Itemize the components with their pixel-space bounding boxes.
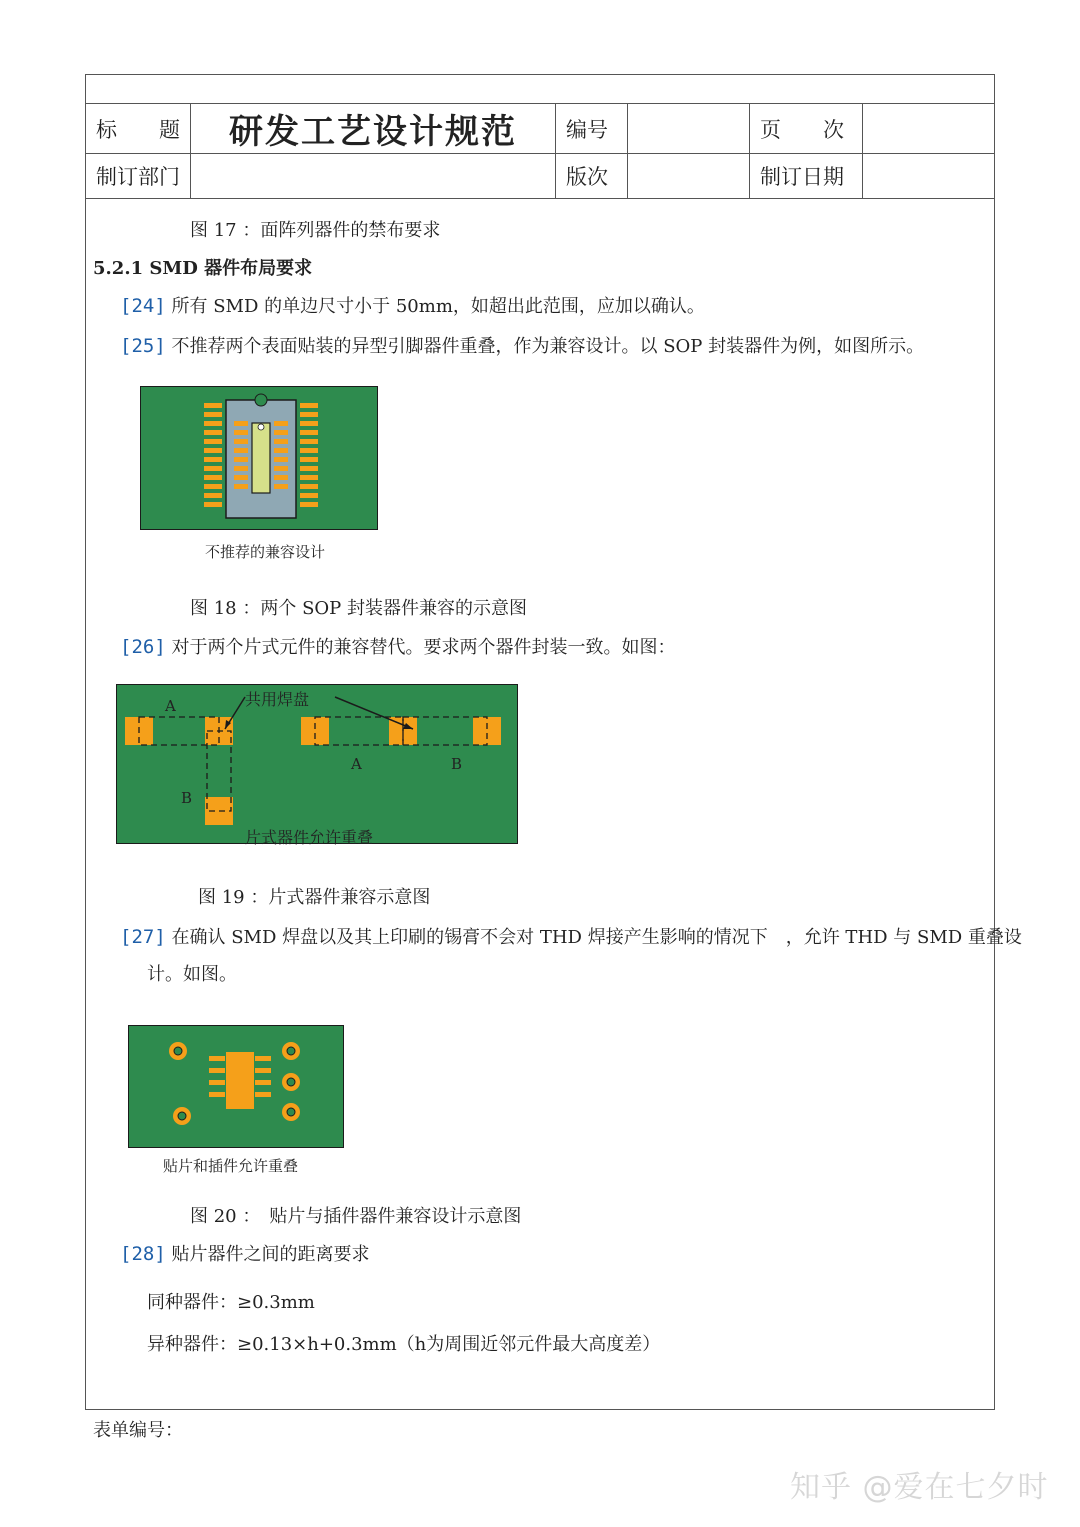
item-25 <box>120 332 924 358</box>
fig19-caption: 图 19 ：片式器件兼容示意图 <box>198 887 431 908</box>
item-27-text-line1: 在确认 SMD 焊盘以及其上印刷的锡膏不会对 THD 焊接产生影响的情况下 ，允许 THD 与 SMD 重叠设 <box>171 927 1022 948</box>
fig20-caption: 图 20 ： 贴片与插件器件兼容设计示意图 <box>190 1206 522 1227</box>
fig20-pcb <box>128 1025 344 1148</box>
fig19-label-a-left: A <box>165 697 176 715</box>
fig17-caption: 图 17 ：面阵列器件的禁布要求 <box>190 220 441 241</box>
fig20-smd-thd-drawing <box>129 1026 342 1146</box>
fig18-pcb <box>140 386 378 530</box>
item-28-text: 贴片器件之间的距离要求 <box>171 1244 370 1265</box>
page-label: 页 次 <box>750 104 863 154</box>
fig18-sop-drawing <box>141 387 376 528</box>
dept-label: 制订部门 <box>86 154 191 199</box>
diff-type-spacing: 异种器件：≥0.13×h+0.3mm（h为周围近邻元件最大高度差） <box>147 1334 661 1355</box>
number-value <box>628 104 750 154</box>
fig19-inner-caption: 片式器件允许重叠 <box>245 828 374 847</box>
section-title: 5.2.1 SMD 器件布局要求 <box>93 258 313 279</box>
fig19-shared-pad-label: 共用焊盘 <box>245 690 310 709</box>
title-label: 标 题 <box>86 104 191 154</box>
header-table <box>85 103 995 199</box>
item-27-number: [27] <box>120 926 166 948</box>
fig19-label-a-right: A <box>351 755 362 773</box>
same-type-spacing: 同种器件：≥0.3mm <box>147 1292 315 1313</box>
item-25-text: 不推荐两个表面贴装的异型引脚器件重叠，作为兼容设计。以 SOP 封装器件为例，如图所示。 <box>171 336 925 357</box>
item-27-text-line2: 计。如图。 <box>147 964 237 985</box>
fig18-caption: 图 18 ：两个 SOP 封装器件兼容的示意图 <box>190 598 527 619</box>
dept-value <box>191 154 556 199</box>
item-26-number: [26] <box>120 636 166 658</box>
version-label: 版次 <box>556 154 628 199</box>
date-label: 制订日期 <box>750 154 863 199</box>
fig19-label-b-right: B <box>451 755 463 773</box>
item-24 <box>120 292 705 318</box>
item-26-text: 对于两个片式元件的兼容替代。要求两个器件封装一致。如图： <box>171 637 676 658</box>
fig20-inner-caption: 贴片和插件允许重叠 <box>163 1157 299 1175</box>
fig18-inner-caption: 不推荐的兼容设计 <box>205 543 326 561</box>
fig19-label-b-left: B <box>181 789 193 807</box>
item-24-number: [24] <box>120 295 166 317</box>
item-28-number: [28] <box>120 1243 166 1265</box>
date-value <box>863 154 995 199</box>
item-27 <box>120 923 1022 949</box>
page-value <box>863 104 995 154</box>
document-title: 研发工艺设计规范 <box>191 104 556 154</box>
number-label: 编号 <box>556 104 628 154</box>
watermark: 知乎 @爱在七夕时 <box>790 1470 1049 1505</box>
item-28 <box>120 1240 370 1266</box>
item-26 <box>120 633 676 659</box>
item-25-number: [25] <box>120 335 166 357</box>
item-24-text: 所有 SMD 的单边尺寸小于 50mm，如超出此范围，应加以确认。 <box>171 296 705 317</box>
form-number-label: 表单编号： <box>93 1420 183 1441</box>
version-value <box>628 154 750 199</box>
fig19-pcb <box>116 684 518 847</box>
